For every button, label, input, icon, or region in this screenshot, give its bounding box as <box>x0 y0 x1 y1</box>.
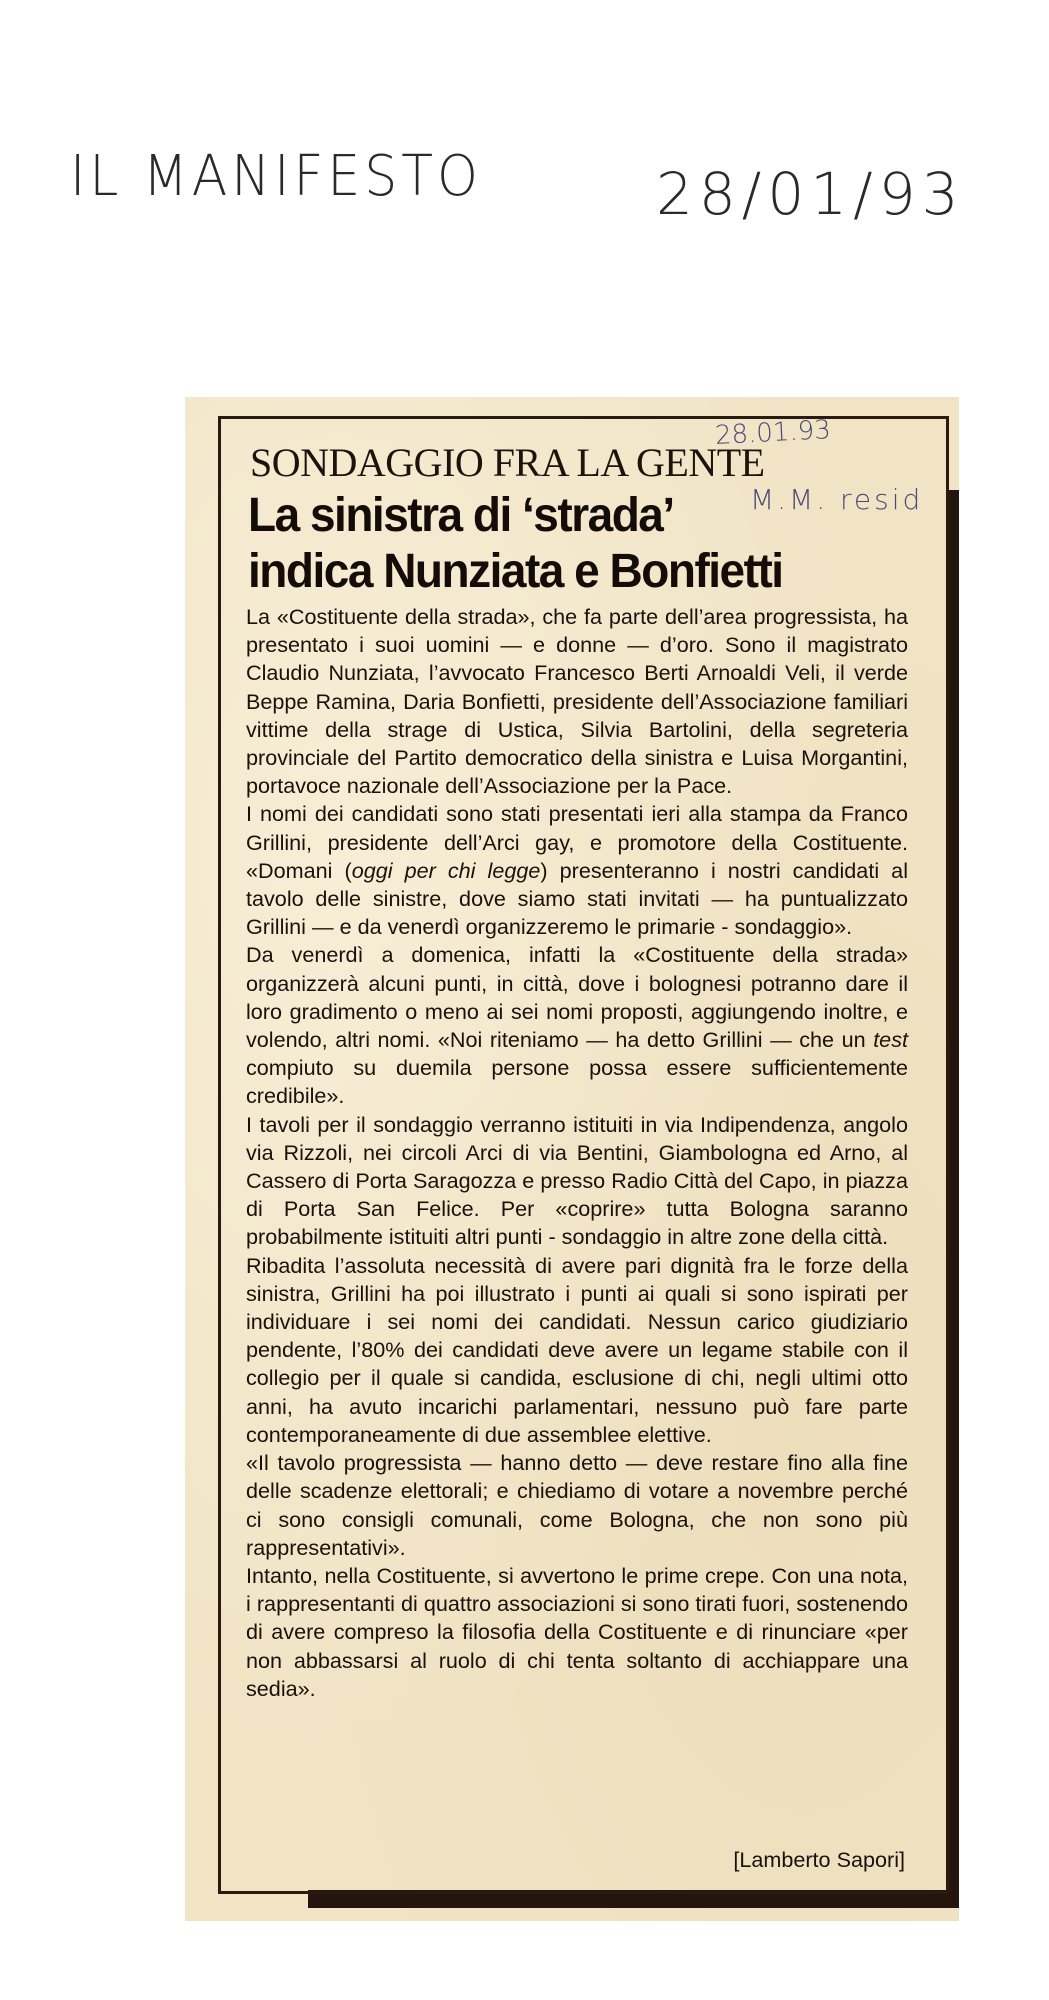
article-body <box>246 603 908 1703</box>
paragraph-3-text-a: Da venerdì a domenica, infatti la «Costituente della strada» organizzerà alcuni punti, in città, dove i bolognesi potranno dare il loro gradimento o meno ai sei nomi proposti, aggiungendo inoltre, e volendo, altri nomi. «Noi riteniamo — ha detto Grillini — che un <box>246 942 908 1053</box>
paragraph-2 <box>246 800 908 941</box>
ink-annotation-note: M.M. resid <box>750 483 924 516</box>
paragraph-5: Ribadita l’assoluta necessità di avere pari dignità fra le forze della sinistra, Grillini ha poi illustrato i punti ai quali si sono ispirati per individuare i sei nomi dei candidati. Nessun carico giudiziario pendente, l’80% dei candidati deve avere un legame stabile con il collegio per il quale si candida, esclusione di chi, negli ultimi otto anni, ha avuto incarichi parlamentari, nessuno può fare parte contemporaneamente di due assemblee elettive. <box>246 1252 908 1447</box>
paragraph-4: I tavoli per il sondaggio verranno istituiti in via Indipendenza, angolo via Rizzoli, nei circoli Arci di via Bentini, Giambologna ed Arno, al Cassero di Porta Saragozza e presso Radio Città del Capo, in piazza di Porta San Felice. Per «coprire» tutta Bologna saranno probabilmente istituiti altri punti - sondaggio in altre zone della città. <box>246 1111 908 1250</box>
article-kicker: SONDAGGIO FRA LA GENTE <box>250 440 765 485</box>
newspaper-clipping <box>185 397 959 1921</box>
article-headline <box>248 485 783 597</box>
handwritten-date: 28/01/93 <box>656 160 965 228</box>
paragraph-7: Intanto, nella Costituente, si avvertono le prime crepe. Con una nota, i rappresentanti di quattro associazioni si sono tirati fuori, sostenendo di avere compreso la filosofia della Costituente e di rinunciare «per non abbassarsi al ruolo di chi tenta soltanto di acchiappare una sedia». <box>246 1562 908 1701</box>
paragraph-3-italic: test <box>873 1027 908 1053</box>
paragraph-1: La «Costituente della strada», che fa parte dell’area progressista, ha presentato i suoi uomini — e donne — d’oro. Sono il magistrato Claudio Nunziata, l’avvocato Francesco Berti Arnoaldi Veli, il verde Beppe Ramina, Daria Bonfietti, presidente dell’Associazione familiari vittime della strage di Ustica, Silvia Bartolini, della segreteria provinciale del Partito democratico della sinistra e Luisa Morgantini, portavoce nazionale dell’Associazione per la Pace. <box>246 604 908 799</box>
paragraph-3-text-b: compiuto su duemila persone possa essere sufficientemente credibile». <box>246 1055 908 1109</box>
ink-annotation-date: 28.01.93 <box>714 414 832 452</box>
paragraph-2-italic: oggi per chi legge <box>351 857 541 883</box>
headline-line-1: La sinistra di ‘strada’ <box>248 487 674 542</box>
article-byline: [Lamberto Sapori] <box>733 1847 905 1872</box>
paragraph-2-text-a: I nomi dei candidati sono stati presentati ieri alla stampa da Franco Grillini, presidente dell’Arci gay, e promotore della Costituente. «Domani ( <box>246 801 908 883</box>
handwritten-publication-name: IL MANIFESTO <box>70 144 482 209</box>
paragraph-6: «Il tavolo progressista — hanno detto — deve restare fino alla fine delle scadenze elettorali; e chiediamo di votare a novembre perché ci sono consigli comunali, come Bologna, che non sono più rappresentativi». <box>246 1450 908 1560</box>
paragraph-3 <box>246 941 908 1110</box>
paragraph-2-text-b: ) presenteranno i nostri candidati al tavolo delle sinistre, dove siamo stati invitati — ha puntualizzato Grillini — e da venerdì organizzeremo le primarie - sondaggio». <box>246 857 908 940</box>
headline-line-2: indica Nunziata e Bonfietti <box>248 543 783 598</box>
